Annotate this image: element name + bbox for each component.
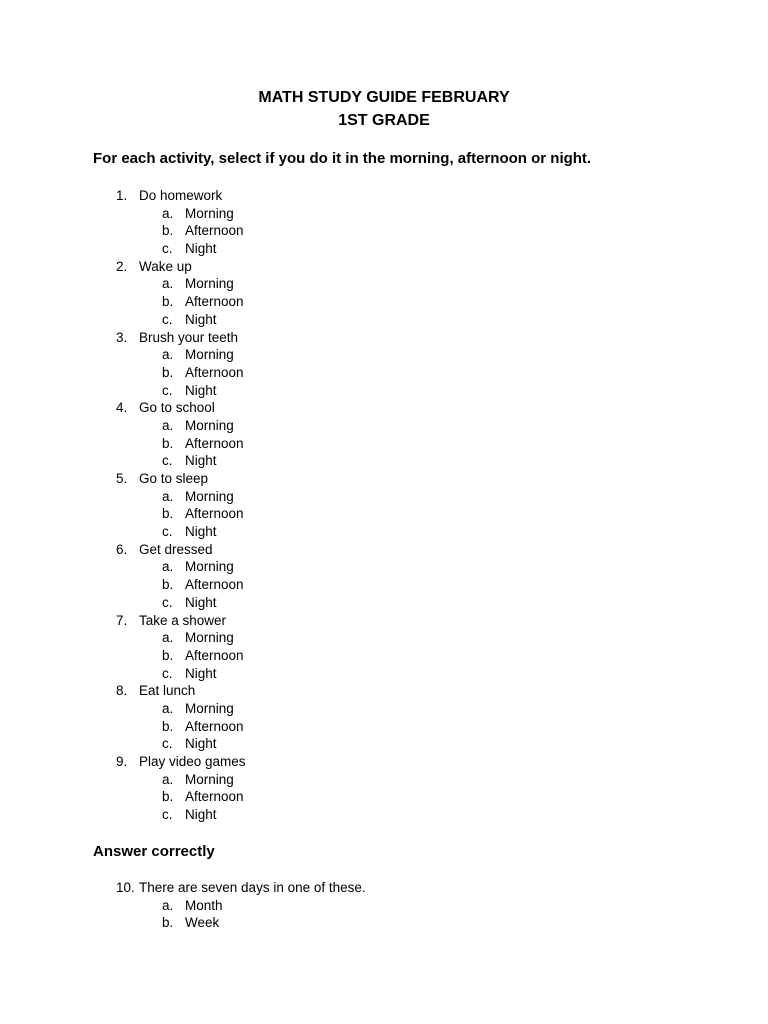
section1-heading: For each activity, select if you do it in the morning, afternoon or night. (93, 150, 592, 167)
question-number: 10. (116, 880, 135, 895)
option-text: Afternoon (185, 223, 244, 239)
option-letter: b. (162, 506, 174, 522)
option-letter: a. (162, 630, 174, 646)
section2-heading: Answer correctly (93, 843, 215, 860)
question-number: 8. (116, 683, 128, 699)
option-text: Morning (185, 771, 234, 787)
question-number: 9. (116, 754, 128, 769)
option-text: Night (185, 453, 217, 469)
option-text: Week (185, 915, 220, 931)
option-letter: c. (162, 665, 173, 681)
option-letter: c. (162, 807, 173, 823)
option-text: Afternoon (185, 577, 244, 593)
option-letter: c. (162, 241, 173, 257)
option-letter: a. (162, 417, 174, 433)
option-text: Night (185, 665, 217, 681)
option-letter: a. (162, 205, 174, 221)
option-text: Morning (185, 347, 234, 363)
option-letter: a. (162, 771, 174, 787)
question-text: Eat lunch (139, 683, 196, 699)
question-text: Brush your teeth (139, 329, 239, 345)
option-text: Night (185, 807, 217, 823)
question-text: Go to school (139, 400, 215, 416)
option-text: Morning (185, 488, 234, 504)
question-number: 7. (116, 612, 128, 628)
question-text: Get dressed (139, 541, 213, 557)
question-number: 6. (116, 541, 128, 557)
option-letter: a. (162, 347, 174, 363)
option-letter: b. (162, 718, 174, 734)
option-letter: c. (162, 736, 173, 752)
option-letter: b. (162, 577, 174, 593)
option-text: Morning (185, 630, 234, 646)
option-text: Night (185, 382, 217, 398)
question-text: Do homework (139, 188, 223, 203)
option-letter: a. (162, 276, 174, 292)
option-text: Afternoon (185, 435, 244, 451)
option-letter: b. (162, 364, 174, 380)
question-text: Wake up (139, 258, 192, 274)
page-title: MATH STUDY GUIDE FEBRUARY (258, 89, 510, 106)
option-letter: c. (162, 594, 173, 610)
option-text: Morning (185, 700, 234, 716)
question-number: 1. (116, 188, 128, 203)
page-subtitle: 1ST GRADE (338, 112, 430, 129)
question-number: 4. (116, 400, 128, 416)
option-letter: b. (162, 647, 174, 663)
option-text: Morning (185, 205, 234, 221)
question-text: Go to sleep (139, 471, 209, 486)
option-letter: c. (162, 453, 173, 469)
option-letter: c. (162, 524, 173, 540)
option-letter: a. (162, 897, 174, 913)
option-letter: b. (162, 435, 174, 451)
question-text: Play video games (139, 754, 246, 769)
question-number: 2. (116, 258, 128, 274)
option-text: Month (185, 897, 223, 913)
option-letter: b. (162, 294, 174, 310)
question-number: 5. (116, 471, 128, 486)
option-text: Afternoon (185, 718, 244, 734)
option-text: Afternoon (185, 506, 244, 522)
option-letter: a. (162, 559, 174, 575)
option-letter: c. (162, 382, 173, 398)
option-text: Morning (185, 559, 234, 575)
question-text: There are seven days in one of these. (139, 880, 366, 895)
question-number: 3. (116, 329, 128, 345)
option-text: Night (185, 736, 217, 752)
option-text: Night (185, 241, 217, 257)
question-text: Take a shower (139, 612, 227, 628)
option-text: Afternoon (185, 294, 244, 310)
option-letter: a. (162, 700, 174, 716)
option-text: Afternoon (185, 789, 244, 805)
option-letter: a. (162, 488, 174, 504)
option-letter: b. (162, 789, 174, 805)
option-text: Afternoon (185, 647, 244, 663)
option-text: Morning (185, 276, 234, 292)
option-letter: b. (162, 915, 174, 931)
option-text: Night (185, 524, 217, 540)
option-letter: c. (162, 311, 173, 327)
option-text: Afternoon (185, 364, 244, 380)
option-text: Morning (185, 417, 234, 433)
option-text: Night (185, 594, 217, 610)
option-text: Night (185, 311, 217, 327)
option-letter: b. (162, 223, 174, 239)
